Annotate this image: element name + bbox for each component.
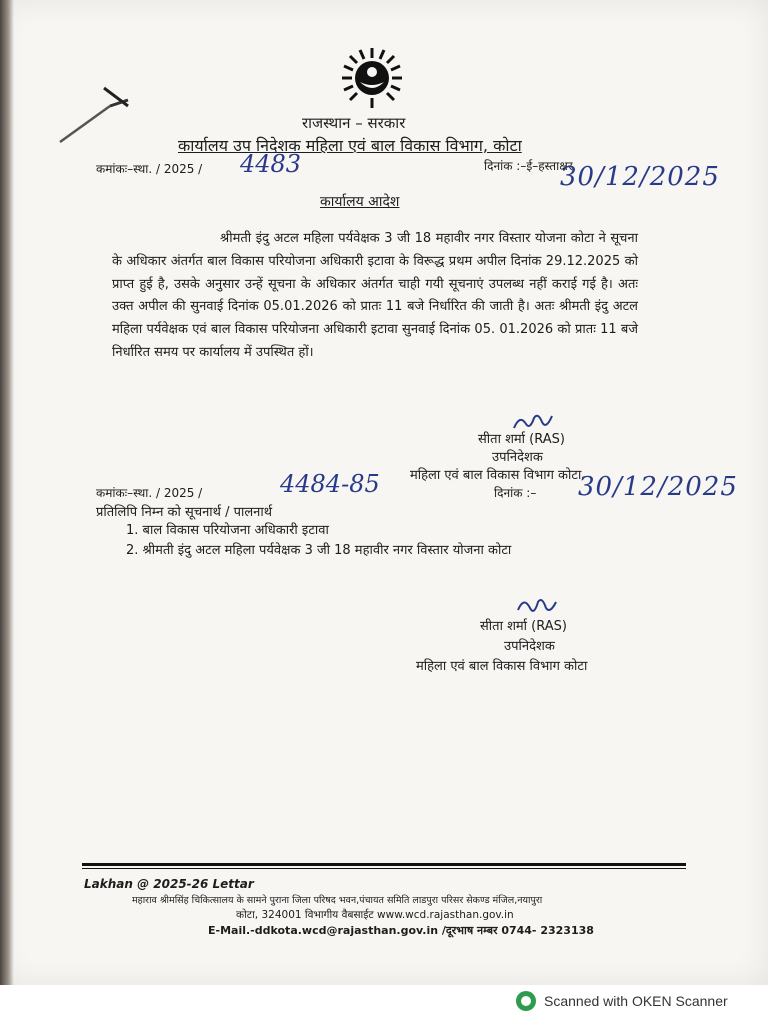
- footer-rule-thin: [82, 868, 686, 869]
- scanner-text: Scanned with OKEN Scanner: [544, 993, 728, 1009]
- footer-address-1: महाराव श्रीमसिंह चिकित्सालय के सामने पुराना जिला परिषद भवन,पंचायत समिति लाडपुरा परिसर सेकण्ड मंजिल,नयापुरा: [132, 895, 543, 906]
- rajasthan-emblem-icon: [340, 46, 404, 110]
- paper-pin-icon: [56, 78, 136, 148]
- scanner-watermark: [516, 991, 728, 1011]
- order-title: कार्यालय आदेश: [320, 194, 400, 210]
- date-label-2: दिनांक :–: [494, 486, 537, 500]
- footer-contact: E-Mail.-ddkota.wcd@rajasthan.gov.in /दूरभाष नम्बर 0744- 2323138: [208, 924, 594, 937]
- copy-list-item: 2. श्रीमती इंदु अटल महिला पर्यवेक्षक 3 जी 18 महावीर नगर विस्तार योजना कोटा: [126, 543, 512, 558]
- signature-1-name: सीता शर्मा (RAS): [478, 432, 565, 447]
- footer-address-2: कोटा, 324001 विभागीय वैबसाईट www.wcd.rajasthan.gov.in: [236, 909, 514, 921]
- office-title: कार्यालय उप निदेशक महिला एवं बाल विकास विभाग, कोटा: [178, 136, 522, 155]
- oken-scanner-icon: [516, 991, 536, 1011]
- signature-2-designation: उपनिदेशक: [504, 639, 555, 654]
- date-label-1: दिनांक :–ई–हस्ताक्षर: [484, 159, 573, 173]
- date-handwritten-1: 30/12/2025: [560, 162, 720, 192]
- order-paragraph: श्रीमती इंदु अटल महिला पर्यवेक्षक 3 जी 18 महावीर नगर विस्तार योजना कोटा ने सूचना के अधिकार अंतर्गत बाल विकास परियोजना अधिकारी इटावा के विरूद्ध प्रथम अपील दिनांक 29.12.2025 को प्राप्त हुई है, उसके अनुसार उन्हें सूचना के अधिकार अंतर्गत चाही गयी सूचनाएं उपलब्ध नहीं कराई गई है। अतः उक्त अपील की सुनवाई दिनांक 05.01.2026 को प्रातः 11 बजे निर्धारित की जाती है। अतः श्रीमती इंदु अटल महिला पर्यवेक्षक एवं बाल विकास परियोजना अधिकारी इटावा सुनवाई दिनांक 05. 01.2026 को प्रातः 11 बजे निर्धारित समय पर कार्यालय में उपस्थित हों।: [112, 231, 638, 360]
- order-body: [112, 228, 638, 365]
- ref-prefix-2: कमांकः–स्था. / 2025 /: [96, 486, 203, 500]
- ref-number-1: 4483: [240, 150, 302, 178]
- signature-1-designation: उपनिदेशक: [492, 450, 543, 465]
- date-handwritten-2: 30/12/2025: [578, 472, 738, 502]
- ref-prefix-1: कमांकः–स्था. / 2025 /: [96, 162, 203, 176]
- copy-list-item: 1. बाल विकास परियोजना अधिकारी इटावा: [126, 523, 329, 538]
- footer-tag: Lakhan @ 2025-26 Lettar: [84, 877, 254, 891]
- govt-title: राजस्थान – सरकार: [302, 114, 406, 132]
- page-edge-shadow: [0, 0, 14, 1024]
- copy-heading: प्रतिलिपि निम्न को सूचनार्थ / पालनार्थ: [96, 505, 273, 520]
- signature-2-mark: [516, 594, 560, 618]
- signature-2-name: सीता शर्मा (RAS): [480, 619, 567, 634]
- ref-number-2: 4484-85: [280, 470, 380, 498]
- signature-1-department: महिला एवं बाल विकास विभाग कोटा: [410, 468, 582, 483]
- footer-rule: [82, 863, 686, 866]
- signature-2-department: महिला एवं बाल विकास विभाग कोटा: [416, 659, 588, 674]
